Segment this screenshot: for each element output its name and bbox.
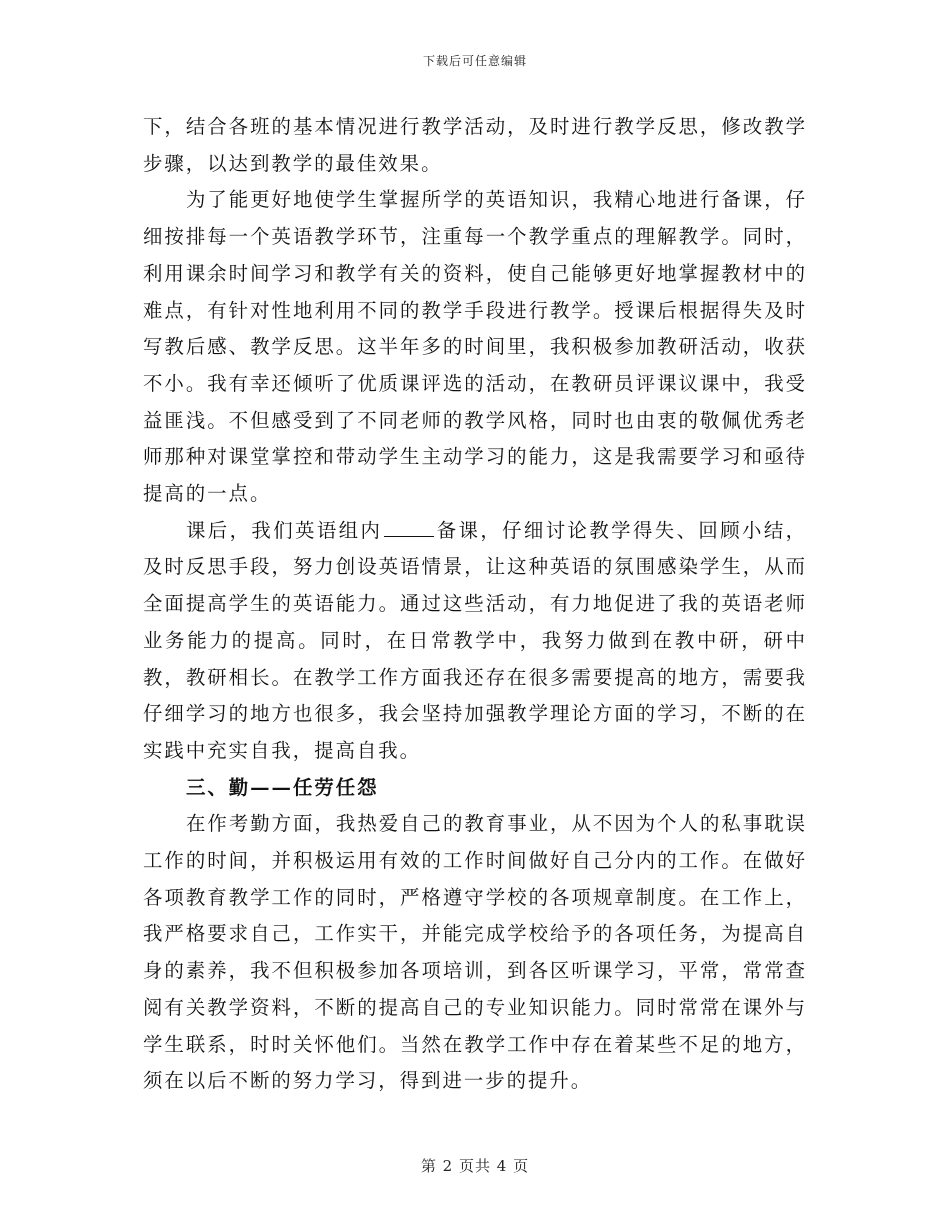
section-heading: 三、勤——任劳任怨: [186, 775, 379, 799]
page-header: 下载后可任意编辑: [422, 54, 527, 68]
document-body: [143, 109, 807, 1100]
paragraph-3: [143, 513, 807, 770]
paragraph-4: 在作考勤方面，我热爱自己的教育事业，从不因为个人的私事耽误工作的时间，并积极运用有效的工作时间做好自己分内的工作。在做好各项教育教学工作的同时，严格遵守学校的各项规章制度。在工作上，我严格要求自己，工作实干，并能完成学校给予的各项任务，为提高自身的素养，我不但积极参加各项培训，到各区听课学习，平常，常常查阅有关教学资料，不断的提高自己的专业知识能力。同时常常在课外与学生联系，时时关怀他们。当然在教学工作中存在着某些不足的地方，须在以后不断的努力学习，得到进一步的提升。: [143, 812, 807, 1093]
fill-in-blank: [384, 520, 434, 537]
paragraph-1: 下，结合各班的基本情况进行教学活动，及时进行教学反思，修改教学步骤，以达到教学的最佳效果。: [143, 115, 807, 175]
paragraph-3-after-blank: 备课，仔细讨论教学得失、回顾小结，及时反思手段，努力创设英语情景，让这种英语的氛围感染学生，从而全面提高学生的英语能力。通过这些活动，有力地促进了我的英语老师业务能力的提高。同时，在日常教学中，我努力做到在教中研，研中教，教研相长。在教学工作方面我还存在很多需要提高的地方，需要我仔细学习的地方也很多，我会坚持加强教学理论方面的学习，不断的在实践中充实自我，提高自我。: [143, 518, 808, 762]
paragraph-2: 为了能更好地使学生掌握所学的英语知识，我精心地进行备课，仔细按排每一个英语教学环节，注重每一个教学重点的理解教学。同时，利用课余时间学习和教学有关的资料，使自己能够更好地掌握教材中的难点，有针对性地利用不同的教学手段进行教学。授课后根据得失及时写教后感、教学反思。这半年多的时间里，我积极参加教研活动，收获不小。我有幸还倾听了优质课评选的活动，在教研员评课议课中，我受益匪浅。不但感受到了不同老师的教学风格，同时也由衷的敬佩优秀老师那种对课堂掌控和带动学生主动学习的能力，这是我需要学习和亟待提高的一点。: [143, 188, 807, 506]
paragraph-3-before-blank: 课后，我们英语组内: [186, 518, 383, 542]
page-footer: 第 2 页共 4 页: [420, 1157, 530, 1175]
